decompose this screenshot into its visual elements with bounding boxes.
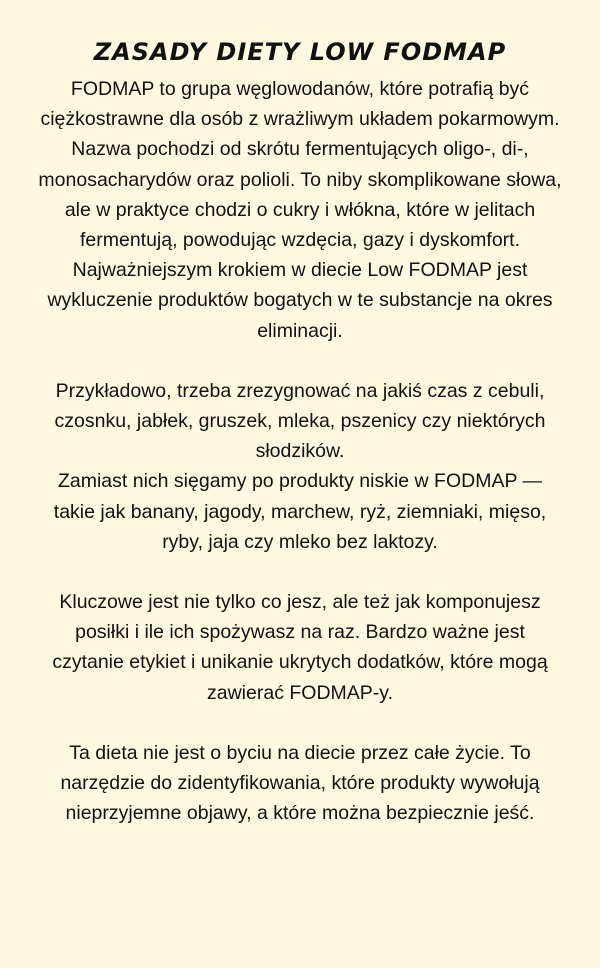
document-title: ZASADY DIETY LOW FODMAP bbox=[93, 38, 507, 66]
paragraph-conclusion: Ta dieta nie jest o byciu na diecie przez całe życie. To narzędzie do zidentyfikowania, które produkty wywołują nieprzyjemne objawy, a które można bezpiecznie jeść. bbox=[60, 741, 540, 825]
paragraph-spacer bbox=[38, 708, 562, 738]
paragraph-intro: FODMAP to grupa węglowodanów, które potrafią być ciężkostrawne dla osób z wrażliwym układem pokarmowym. Nazwa pochodzi od skrótu fermentujących oligo-, di-, monosacharydów oraz polioli. To niby skomplikowane słowa, ale w praktyce chodzi o cukry i włókna, które w jelitach fermentują, powodując wzdęcia, gazy i dyskomfort. Najważniejszym krokiem w diecie Low FODMAP jest wykluczenie produktów bogatych w te substancje na okres eliminacji. bbox=[38, 78, 562, 342]
paragraph-examples: Przykładowo, trzeba zrezygnować na jakiś czas z cebuli, czosnku, jabłek, gruszek, mleka, pszenicy czy niektórych słodzików. Zamiast nich sięgamy po produkty niskie w FODMAP — takie jak banany, jagody, marchew, ryż, ziemniaki, mięso, ryby, jaja czy mleko bez laktozy. bbox=[53, 379, 547, 553]
paragraph-key-points: Kluczowe jest nie tylko co jesz, ale też jak komponujesz posiłki i ile ich spożywasz na raz. Bardzo ważne jest czytanie etykiet i unikanie ukrytych dodatków, które mogą zawierać FODMAP-y. bbox=[52, 591, 548, 704]
paragraph-spacer bbox=[38, 557, 562, 587]
paragraph-spacer bbox=[38, 346, 562, 376]
